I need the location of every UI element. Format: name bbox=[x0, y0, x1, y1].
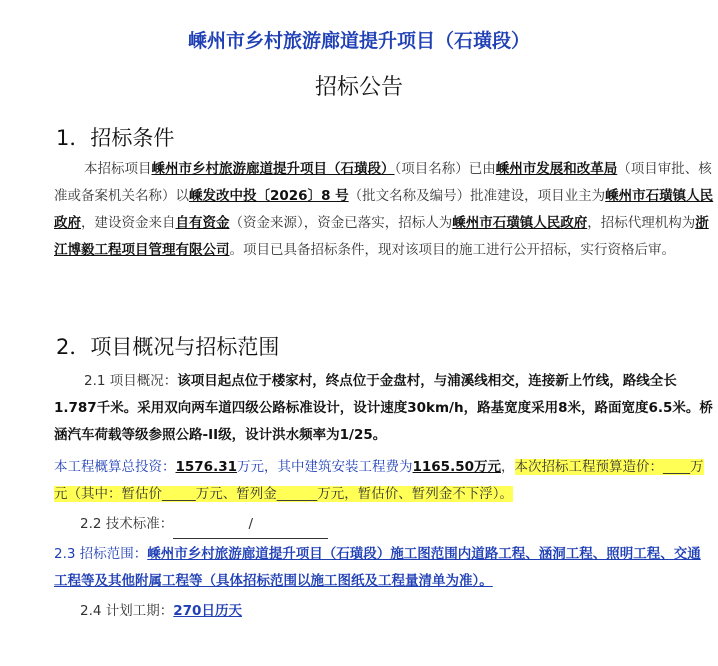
tender-conditions-paragraph bbox=[54, 156, 714, 264]
project-name: 嵊州市乡村旅游廊道提升项目（石璜段） bbox=[151, 161, 395, 177]
budget-highlight: 本次招标工程预算造价：____万元（其中：暂估价_____万元、暂列金______万元，暂估价、暂列金不下浮）。 bbox=[54, 459, 704, 502]
scope-text: 嵊州市乡村旅游廊道提升项目（石璜段）施工图范围内道路工程、涵洞工程、照明工程、交通工程等及其他附属工程等（具体招标范围以施工图纸及工程量清单为准）。 bbox=[54, 546, 701, 589]
section-1-heading: 1．招标条件 bbox=[56, 126, 175, 150]
investment-paragraph bbox=[54, 454, 714, 508]
tenderer: 嵊州市石璜镇人民政府 bbox=[452, 215, 588, 231]
construction-cost: 1165.50万元 bbox=[412, 459, 501, 475]
total-investment: 1576.31 bbox=[175, 459, 237, 475]
technical-standard-value: / bbox=[173, 511, 328, 539]
duration-label: 2.4 计划工期： bbox=[80, 603, 174, 619]
fund-source: 自有资金 bbox=[175, 215, 230, 231]
text-segment: （项目名称）已由 bbox=[394, 161, 496, 177]
project-overview-paragraph bbox=[54, 368, 714, 449]
overview-text: 该项目起点位于楼家村，终点位于金盘村，与浦溪线相交，连接新上竹线，路线全长1.787千米。采用双向两车道四级公路标准设计，设计速度30km/h，路基宽度采用8米，路面宽度6.5米。桥涵汽车荷载等级参照公路-II级，设计洪水频率为1/25。 bbox=[54, 373, 713, 443]
text-segment: 本招标项目 bbox=[84, 161, 152, 177]
text-segment: （项目审批、核准或备案机关名称）以 bbox=[54, 161, 712, 204]
text-segment: ，招标代理机构为 bbox=[587, 215, 696, 231]
duration-value: 270日历天 bbox=[173, 603, 242, 619]
project-owner: 嵊州市石璜镇人民政府 bbox=[54, 188, 714, 231]
text-segment: 。项目已具备招标条件，现对该项目的施工进行公开招标，实行资格后审。 bbox=[229, 242, 675, 258]
section-2-heading: 2．项目概况与招标范围 bbox=[56, 335, 280, 359]
planned-duration-line bbox=[80, 598, 718, 625]
technical-standard-label: 2.2 技术标准： bbox=[80, 516, 174, 532]
approval-authority: 嵊州市发展和改革局 bbox=[495, 161, 618, 177]
text-segment: ，建设资金来自 bbox=[81, 215, 176, 231]
text-segment: （批文名称及编号）批准建设，项目业主为 bbox=[348, 188, 606, 204]
text-segment: 万元，其中建筑安装工程费为 bbox=[237, 459, 413, 475]
project-title: 嵊州市乡村旅游廊道提升项目（石璜段） bbox=[187, 30, 530, 52]
document-subtitle: 招标公告 bbox=[314, 75, 403, 100]
investment-label: 本工程概算总投资： bbox=[54, 459, 176, 475]
technical-standard-line bbox=[80, 511, 718, 539]
scope-label: 2.3 招标范围： bbox=[54, 546, 148, 562]
tender-scope-paragraph bbox=[54, 541, 714, 595]
text-segment: （资金来源），资金已落实，招标人为 bbox=[229, 215, 453, 231]
approval-document-number: 嵊发改中投〔2026〕8 号 bbox=[189, 188, 349, 204]
tender-agent: 浙江博毅工程项目管理有限公司 bbox=[54, 215, 709, 258]
overview-label: 2.1 项目概况： bbox=[84, 373, 178, 389]
text-segment: ， bbox=[501, 459, 515, 475]
